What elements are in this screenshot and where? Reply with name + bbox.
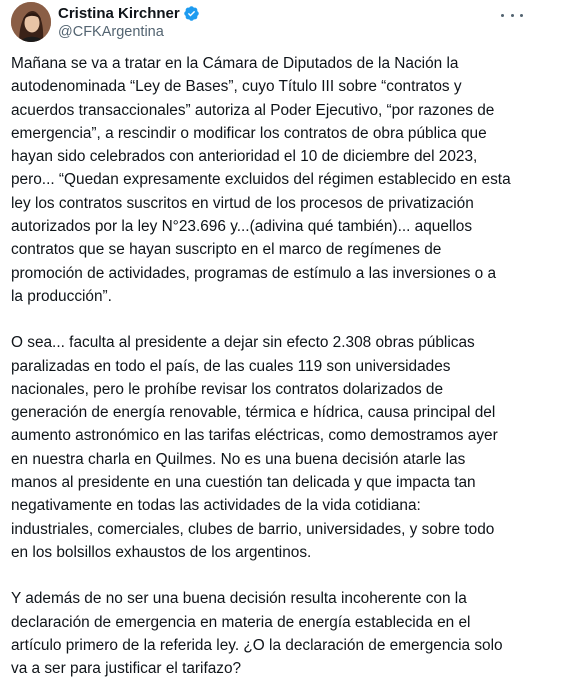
verified-badge-icon[interactable] xyxy=(183,5,200,22)
tweet-paragraph-3: Y además de no ser una buena decisión resulta incoherente con la declaración de emergencia en materia de energía establecida en el artículo primero de la referida ley. ¿O la declaración de emergencia solo va a ser para justificar el tarifazo? xyxy=(11,590,503,678)
more-options-icon[interactable] xyxy=(501,8,523,22)
author-names xyxy=(58,4,200,42)
avatar-image xyxy=(11,2,51,42)
tweet-paragraph-1: Mañana se va a tratar en la Cámara de Diputados de la Nación la autodenominada “Ley de Bases”, cuyo Título III sobre “contratos y acuerdos transaccionales” autoriza al Poder Ejecutivo, “por razones de emergencia”, a rescindir o modificar los contratos de obra pública que hayan sido celebrados con anterioridad el 10 de diciembre del 2023, pero... “Quedan expresamente excluidos del régimen establecido en esta ley los contratos suscritos en virtud de los procesos de privatización autorizados por la ley N°23.696 y...(adivina qué también)... aquellos contratos que se hayan suscripto en el marco de regímenes de promoción de actividades, programas de estímulo a las inversiones o a la producción”. xyxy=(11,55,511,305)
tweet-paragraph-2: O sea... faculta al presidente a dejar sin efecto 2.308 obras públicas paralizadas en todo el país, de las cuales 119 son universidades nacionales, pero le prohíbe revisar los contratos dolarizados de generación de energía renovable, térmica e hídrica, causa principal del aumento astronómico en las tarifas eléctricas, como demostramos ayer en nuestra charla en Quilmes. No es una buena decisión atarle las manos al presidente en una cuestión tan delicada y que impacta tan negativamente en todas las actividades de la vida cotidiana: industriales, comerciales, clubes de barrio, universidades, y sobre todo en los bolsillos exhaustos de los argentinos. xyxy=(11,334,498,561)
display-name[interactable]: Cristina Kirchner xyxy=(58,5,180,22)
display-name-row xyxy=(58,4,200,23)
author-handle[interactable]: @CFKArgentina xyxy=(58,24,164,40)
tweet-text xyxy=(11,52,566,680)
tweet-header xyxy=(11,2,561,42)
avatar[interactable] xyxy=(11,2,51,42)
